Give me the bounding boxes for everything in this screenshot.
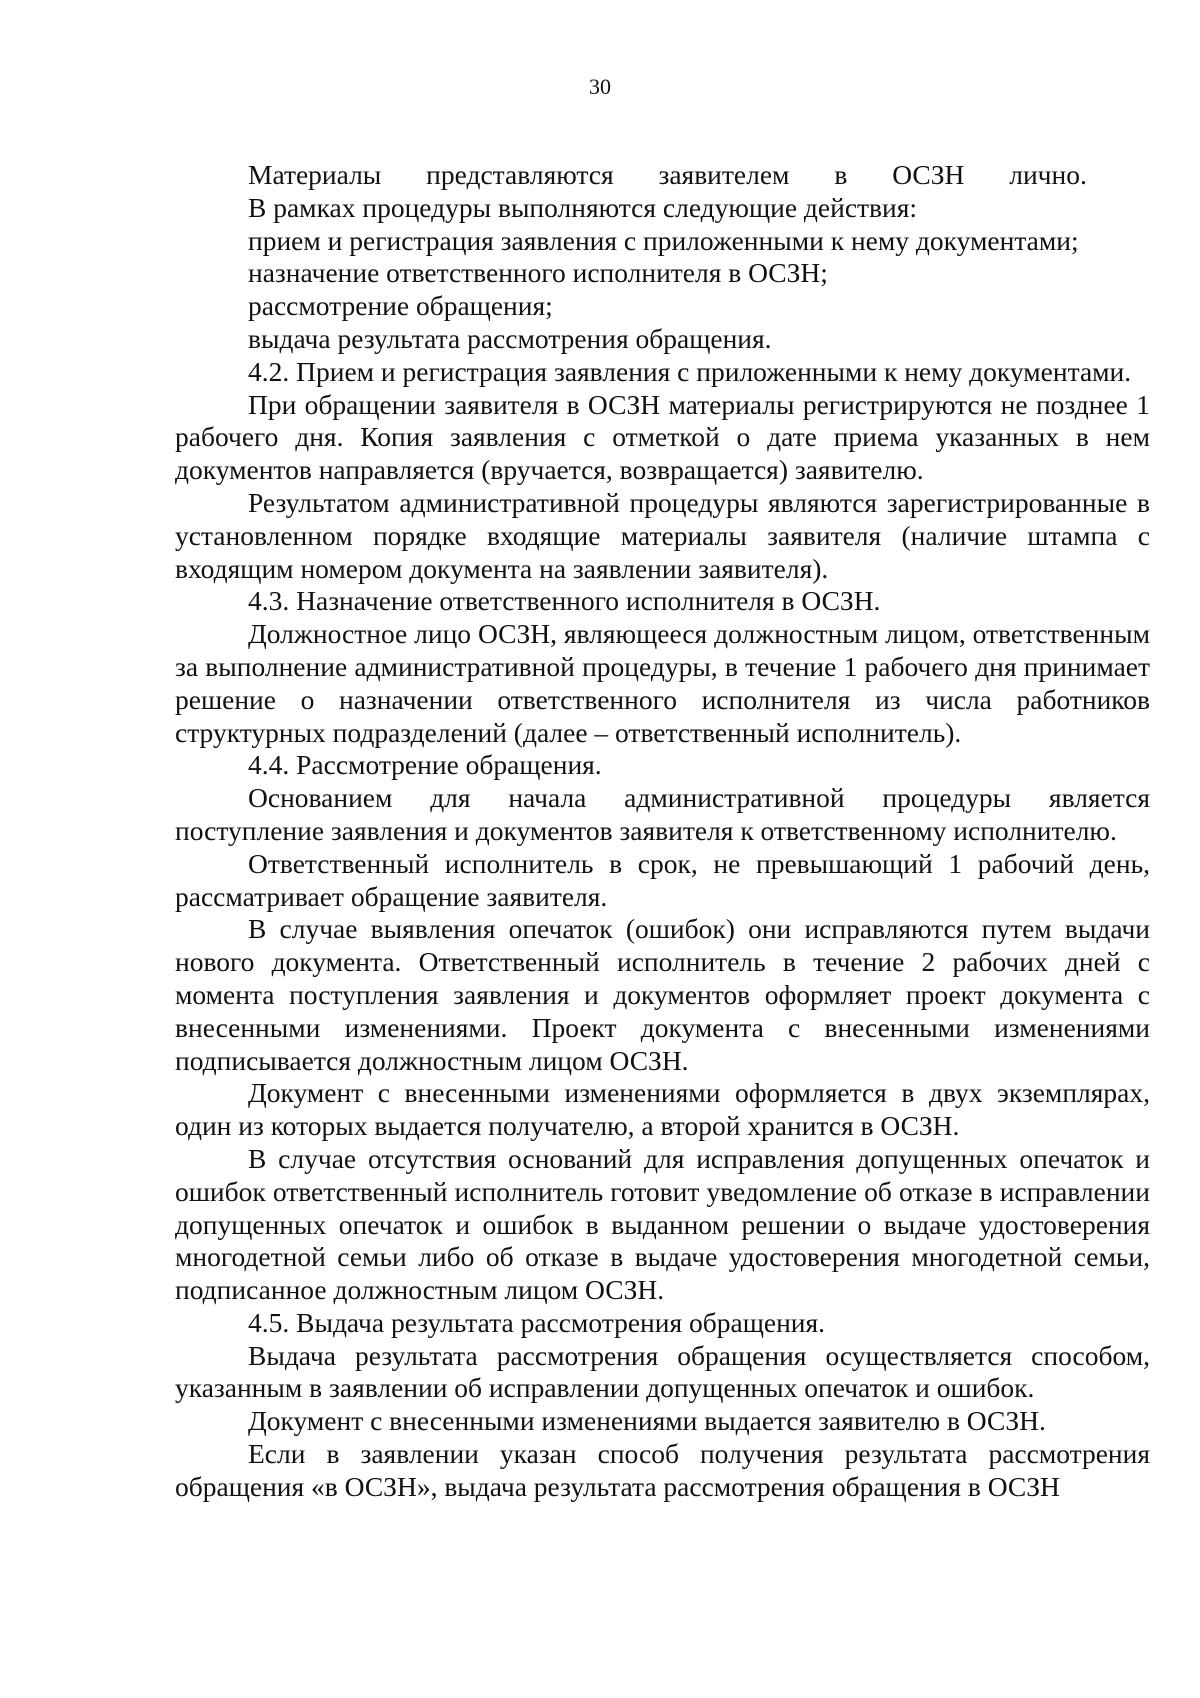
paragraph: Основанием для начала административной процедуры является поступление заявления и документов заявителя к ответственному исполнителю. <box>175 782 1150 846</box>
paragraph: Результатом административной процедуры являются зарегистрированные в установленном порядке входящие материалы заявителя (наличие штампа с входящим номером документа на заявлении заявителя). <box>175 486 1150 584</box>
paragraph: Документ с внесенными изменениями оформляется в двух экземплярах, один из которых выдается получателю, а второй хранится в ОСЗН. <box>175 1077 1150 1142</box>
paragraph: рассмотрение обращения; <box>248 290 553 322</box>
section-heading-4-2: 4.2. Прием и регистрация заявления с приложенными к нему документами. <box>248 355 1132 387</box>
paragraph: Материалы представляются заявителем в ОСЗН лично. <box>248 159 1087 190</box>
paragraph: прием и регистрация заявления с приложенными к нему документами; <box>248 224 1079 256</box>
paragraph: При обращении заявителя в ОСЗН материалы регистрируются не позднее 1 рабочего дня. Копия заявления с отметкой о дате приема указанных в нем документов направляется (вручается, возвращается) заявителю. <box>175 388 1150 486</box>
page-number: 30 <box>589 74 611 99</box>
paragraph: назначение ответственного исполнителя в ОСЗН; <box>248 257 828 289</box>
paragraph: Документ с внесенными изменениями выдается заявителю в ОСЗН. <box>248 1405 1046 1437</box>
paragraph: выдача результата рассмотрения обращения. <box>248 322 772 354</box>
paragraph: В рамках процедуры выполняются следующие действия: <box>248 191 918 223</box>
paragraph: Если в заявлении указан способ получения результата рассмотрения обращения «в ОСЗН», выдача результата рассмотрения обращения в ОСЗН <box>175 1438 1150 1502</box>
paragraph: В случае отсутствия оснований для исправления допущенных опечаток и ошибок ответственный исполнитель готовит уведомление об отказе в исправлении допущенных опечаток и ошибок в выданном решении о выдаче удостоверения многодетной семьи либо об отказе в выдаче удостоверения многодетной семьи, подписанное должностным лицом ОСЗН. <box>175 1142 1150 1306</box>
section-heading-4-5: 4.5. Выдача результата рассмотрения обращения. <box>248 1306 826 1338</box>
document-body <box>175 159 1150 1504</box>
paragraph: В случае выявления опечаток (ошибок) они исправляются путем выдачи нового документа. Ответственный исполнитель в течение 2 рабочих дней с момента поступления заявления и документов оформляет проект документа с внесенными изменениями. Проект документа с внесенными изменениями подписывается должностным лицом ОСЗН. <box>175 913 1150 1076</box>
paragraph: Ответственный исполнитель в срок, не превышающий 1 рабочий день, рассматривает обращение заявителя. <box>175 847 1150 912</box>
section-heading-4-3: 4.3. Назначение ответственного исполнителя в ОСЗН. <box>248 585 881 617</box>
paragraph: Должностное лицо ОСЗН, являющееся должностным лицом, ответственным за выполнение административной процедуры, в течение 1 рабочего дня принимает решение о назначении ответственного исполнителя из числа работников структурных подразделений (далее – ответственный исполнитель). <box>175 618 1150 748</box>
paragraph: Выдача результата рассмотрения обращения осуществляется способом, указанным в заявлении об исправлении допущенных опечаток и ошибок. <box>175 1339 1150 1404</box>
section-heading-4-4: 4.4. Рассмотрение обращения. <box>248 749 602 781</box>
